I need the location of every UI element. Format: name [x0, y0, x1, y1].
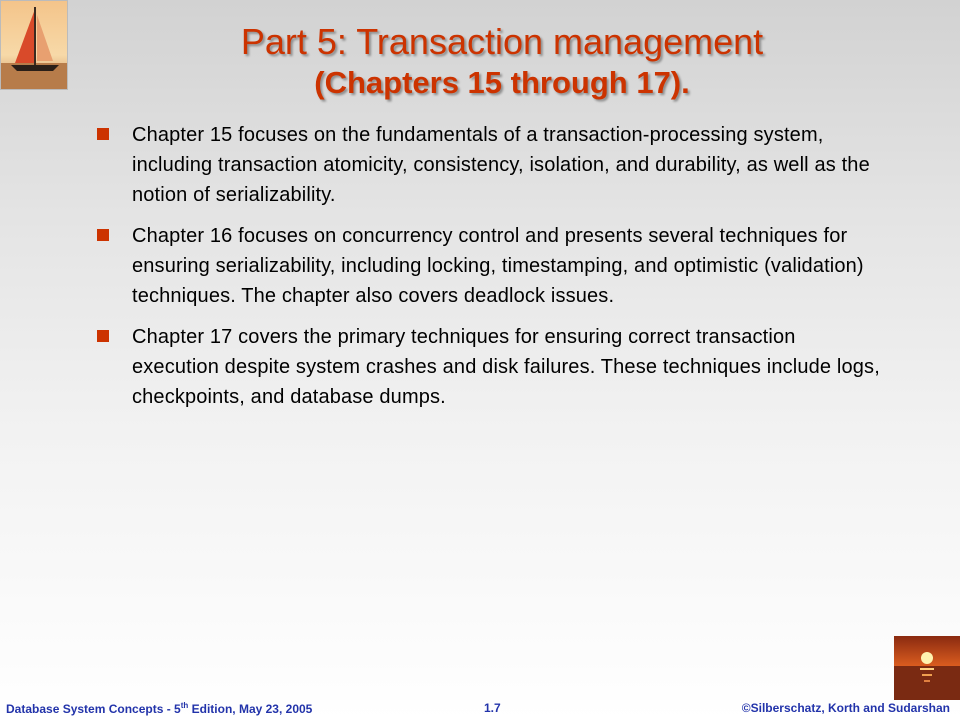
bullet-item — [96, 322, 886, 412]
square-bullet-icon — [97, 330, 109, 342]
footer-book-info: Database System Concepts - 5th Edition, May 23, 2005 — [6, 701, 313, 716]
bullet-list — [96, 120, 886, 423]
slide-footer — [0, 698, 960, 720]
title-line-1: Part 5: Transaction management — [240, 21, 764, 62]
square-bullet-icon — [97, 128, 109, 140]
footer-copyright: ©Silberschatz, Korth and Sudarshan — [741, 701, 950, 715]
page-number: 1.7 — [484, 701, 501, 715]
bullet-text: Chapter 16 focuses on concurrency control and presents several techniques for ensuring serializability, including locking, timestamping, and optimistic (validation) techniques. The chapter also covers deadlock issues. — [132, 225, 864, 307]
bullet-text: Chapter 17 covers the primary techniques for ensuring correct transaction execution despite system crashes and disk failures. These techniques include logs, checkpoints, and database dumps. — [132, 326, 880, 408]
sunset-logo — [894, 636, 960, 700]
bullet-text: Chapter 15 focuses on the fundamentals of a transaction-processing system, including transaction atomicity, consistency, isolation, and durability, as well as the notion of serializability. — [132, 124, 870, 206]
bullet-item — [96, 120, 886, 210]
slide-title — [0, 20, 960, 102]
bullet-item — [96, 221, 886, 311]
square-bullet-icon — [97, 229, 109, 241]
title-line-2: (Chapters 15 through 17). — [314, 65, 690, 100]
